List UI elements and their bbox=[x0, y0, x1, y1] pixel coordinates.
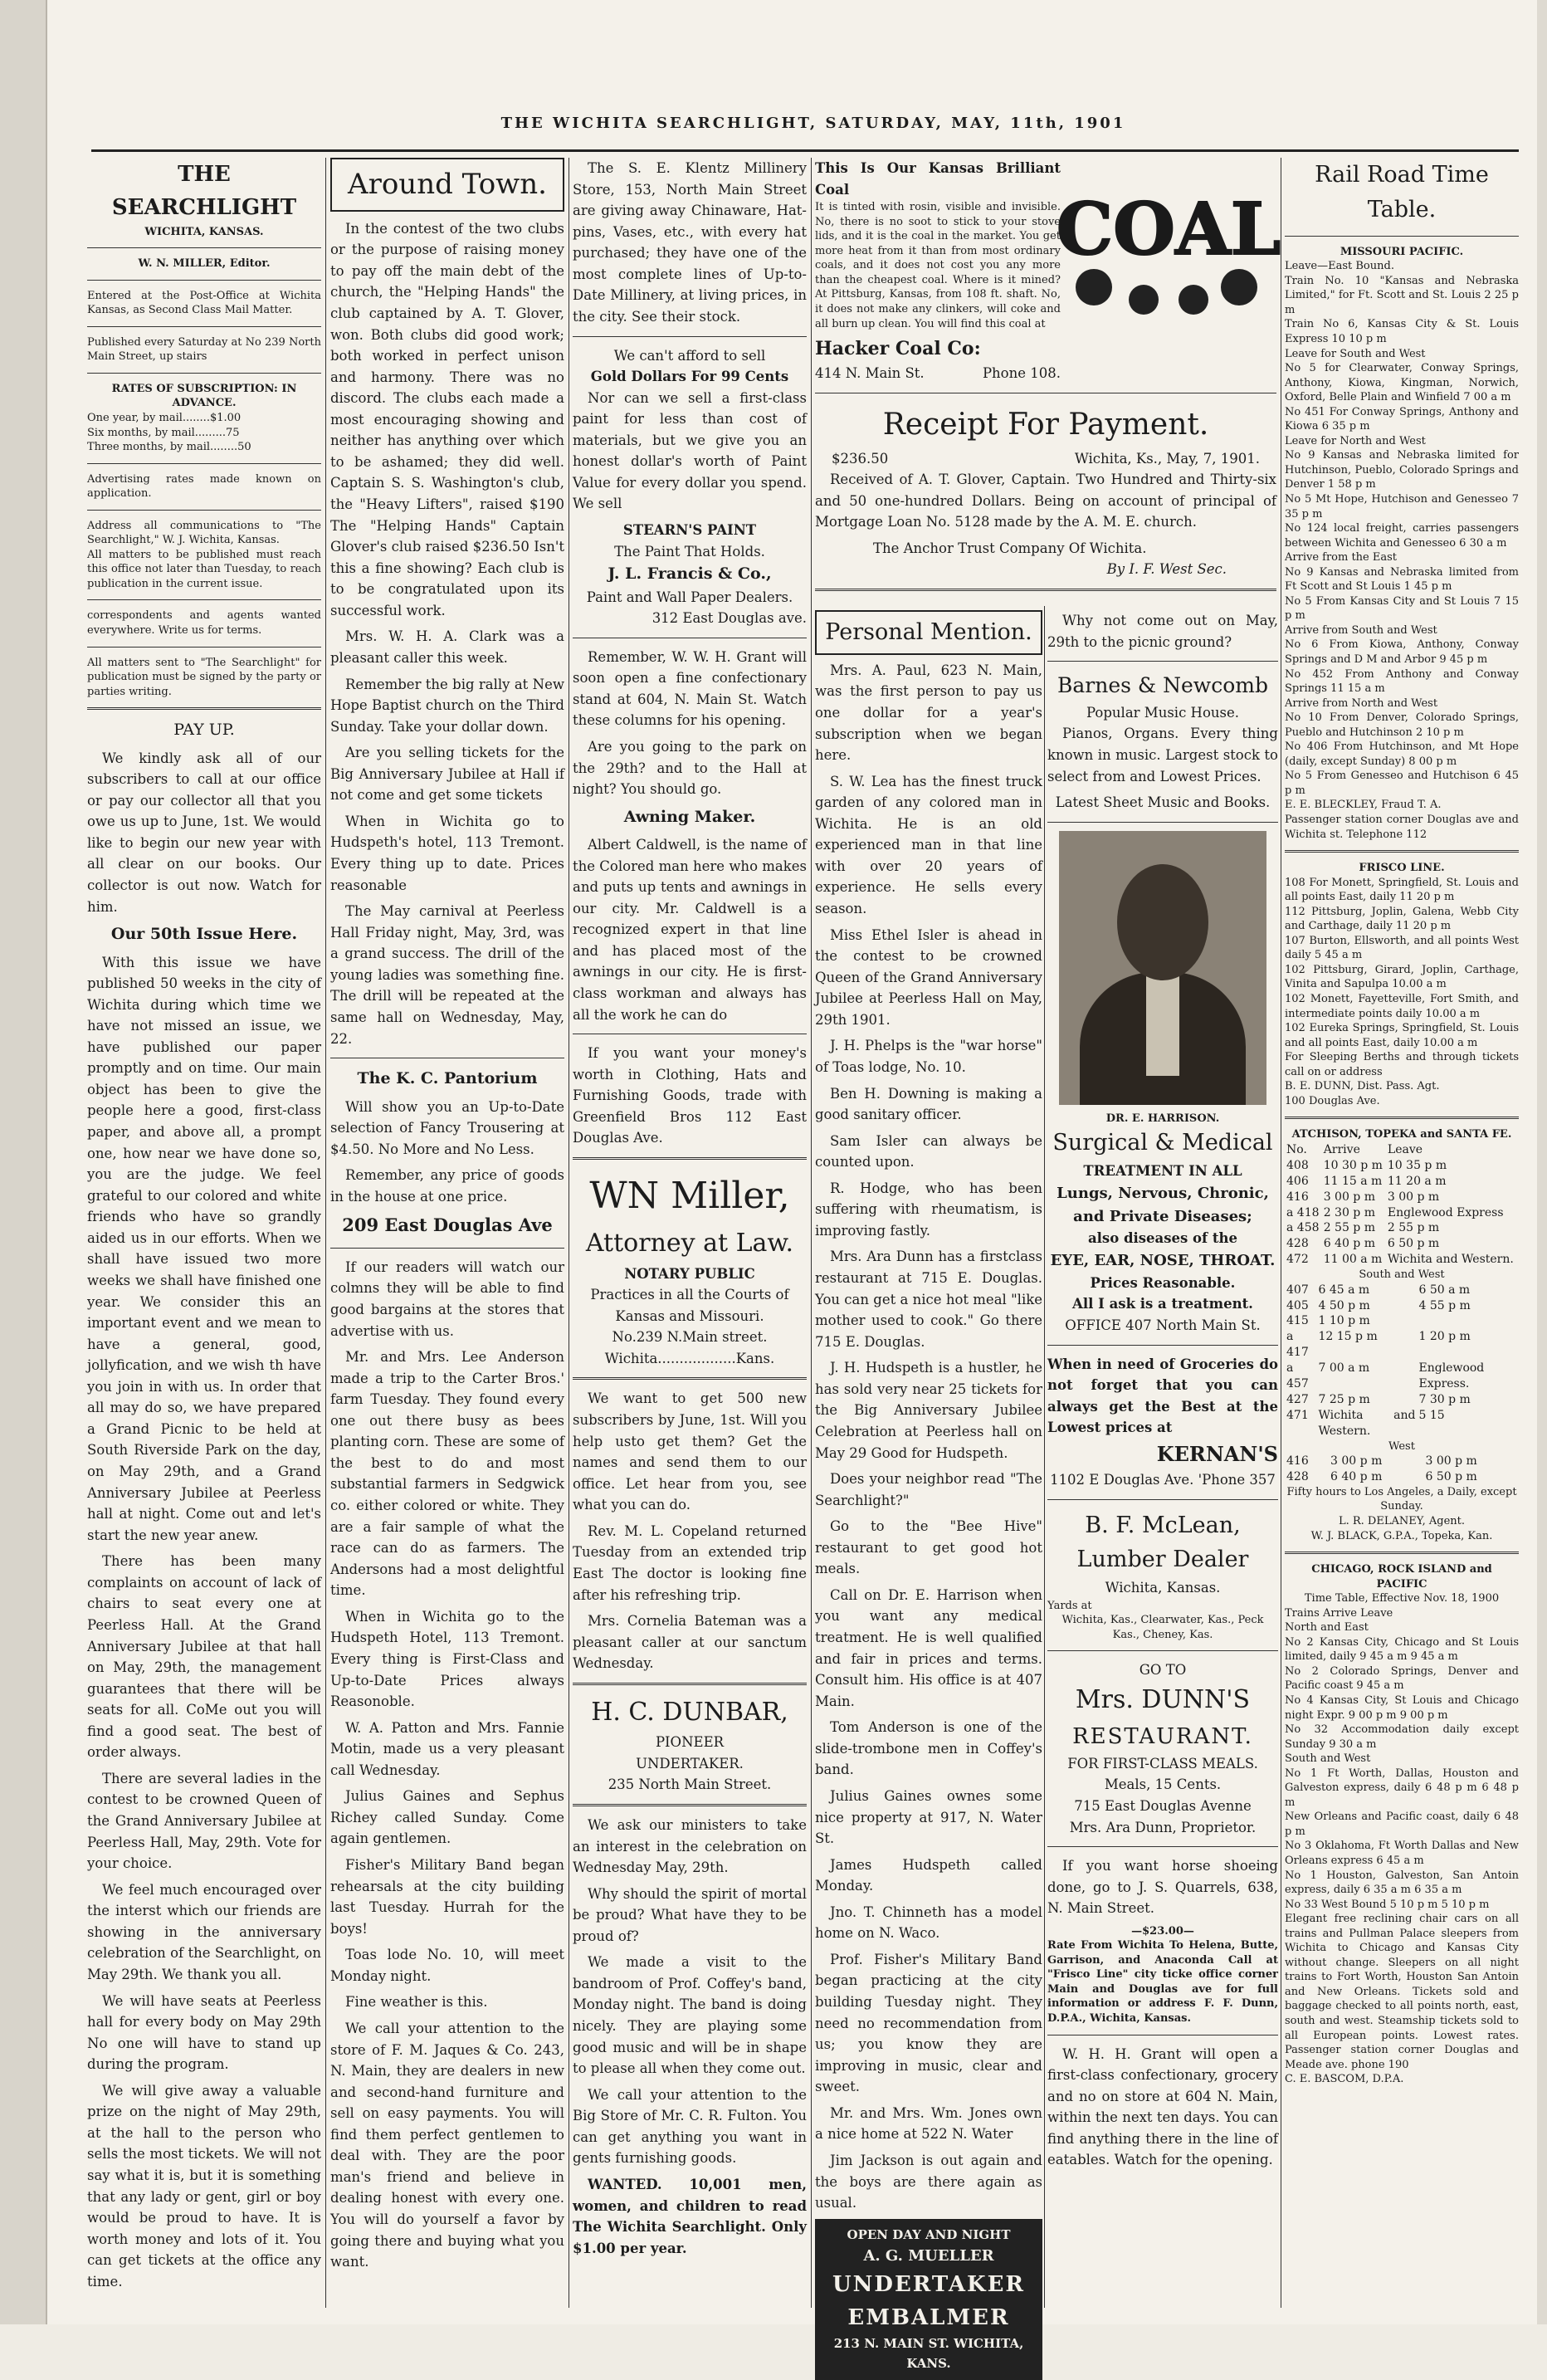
schedule-row: No 406 From Hutchinson, and Mt Hope (daily, except Sunday) 8 00 p m bbox=[1285, 740, 1519, 768]
schedule-row: 112 Pittsburg, Joplin, Galena, Webb City and Carthage, daily 11 20 p m bbox=[1285, 905, 1519, 933]
column-1 bbox=[87, 158, 321, 2308]
crip-sub: Time Table, Effective Nov. 18, 1900 bbox=[1304, 1592, 1500, 1605]
schedule-row: No 1 Houston, Galveston, San Antoin express, daily 6 35 a m 6 35 a m bbox=[1285, 1869, 1519, 1897]
table-cell: 11 00 a m bbox=[1323, 1253, 1383, 1267]
personal-item: J. H. Phelps is the "war horse" of Toas lodge, No. 10. bbox=[815, 1038, 1042, 1075]
table-row bbox=[1285, 1236, 1519, 1252]
schedule-row: No 9 Kansas and Nebraska limited for Hutchinson, Pueblo, Colorado Springs and Denver 1 58 p m bbox=[1285, 449, 1519, 491]
table-cell: a 458 bbox=[1286, 1221, 1320, 1235]
table-cell: 3 00 p m bbox=[1425, 1454, 1477, 1469]
article-text: When in Wichita go to Hudspeth's hotel, 113 Tremont. Every thing up to date. Prices reasonable bbox=[330, 813, 564, 893]
personal-item: Prof. Fisher's Military Band began practicing at the city building Tuesday night. They need no recommendation from us; you know they are improving in music, clear and sweet. bbox=[815, 1951, 1042, 2095]
paint-ad-head: Gold Dollars For 99 Cents bbox=[590, 369, 789, 385]
schedule-row: No 2 Kansas City, Chicago and St Louis limited, daily 9 45 a m 9 45 a m bbox=[1285, 1635, 1519, 1664]
restaurant-line: Mrs. Ara Dunn, Proprietor. bbox=[1069, 1819, 1257, 1835]
table-cell: 1 10 p m bbox=[1318, 1314, 1370, 1328]
schedule-row: 102 Eureka Springs, Springfield, St. Louis and all points East, daily 10.00 a m bbox=[1285, 1022, 1519, 1049]
schedule-row: No 2 Colorado Springs, Denver and Pacific coast 9 45 a m bbox=[1285, 1664, 1519, 1693]
restaurant-title: RESTAURANT. bbox=[1072, 1723, 1253, 1749]
article-text: Remember the big rally at New Hope Baptist church on the Third Sunday. Take your dollar down. bbox=[330, 676, 564, 735]
coal-text: It is tinted with rosin, visible and invisible. No, there is no soot to stick to your stove lids, and it is the coal in the market. You get more heat from it than from most ordinary coals, and it does not cost you any more than the cheapest coal. Where is it mined? At Pittsburg, Kansas, from 108 ft. shaft. No, it does not make any clinkers, will coke and all burn up clean. You will find this coal at bbox=[815, 201, 1061, 330]
schedule-row: Arrive from North and West bbox=[1285, 696, 1438, 710]
doctor-line: TREATMENT IN ALL bbox=[1083, 1163, 1242, 1180]
music-books: Latest Sheet Music and Books. bbox=[1055, 794, 1271, 811]
article-text: The May carnival at Peerless Hall Friday night, May, 3rd, was a grand success. The drill of the young ladies was something fine. The drill will be repeated at the same hall on Wednesday, May, 22. bbox=[330, 903, 564, 1047]
article-text: We kindly ask all of our subscribers to call at our office or pay our collector all that you owe us up to June, 1st. We would like to begin our new year with all clear on our books. Our collector is out now. Watch for him. bbox=[87, 750, 321, 915]
table-cell: 416 bbox=[1286, 1190, 1309, 1204]
paint-dealer: J. L. Francis & Co., bbox=[608, 564, 772, 584]
schedule-row: For Sleeping Berths and through tickets call on or address bbox=[1285, 1051, 1519, 1078]
lumber-yards: Yards at bbox=[1047, 1599, 1092, 1612]
article-text: If you want horse shoeing done, go to J. S. Quarrels, 638, N. Main Street. bbox=[1047, 1858, 1278, 1917]
frisco-head: FRISCO LINE. bbox=[1359, 862, 1445, 875]
table-cell: 2 30 p m bbox=[1323, 1205, 1375, 1219]
schedule-row: No 9 Kansas and Nebraska limited from Ft Scott and St Louis 1 45 p m bbox=[1285, 565, 1519, 594]
schedule-row: 108 For Monett, Springfield, St. Louis and all points East, daily 11 20 p m bbox=[1285, 876, 1519, 904]
table-row bbox=[1285, 1392, 1519, 1408]
column-rule bbox=[325, 158, 326, 2308]
schedule-row: Arrive from South and West bbox=[1285, 623, 1437, 637]
table-row bbox=[1285, 1205, 1519, 1221]
ut-undertaker: UNDERTAKER bbox=[832, 2271, 1026, 2297]
receipt-company: The Anchor Trust Company Of Wichita. bbox=[873, 540, 1147, 556]
table-cell: 12 15 p m bbox=[1318, 1330, 1378, 1344]
mp-schedule bbox=[1285, 259, 1519, 842]
awning-head: Awning Maker. bbox=[623, 807, 756, 826]
rate-row: Six months, by mail.........75 bbox=[87, 426, 240, 439]
atsf-southwest: South and West bbox=[1359, 1268, 1445, 1282]
article-text: Albert Caldwell, is the name of the Colored man here who makes and puts up tents and awnings in our city. Mr. Caldwell is a recognized expert in that line and has placed most of the awnings in our city. He is first-class workman and always has all the work he can do bbox=[573, 837, 807, 1023]
masthead-rule bbox=[91, 149, 1519, 152]
article-text: Rev. M. L. Copeland returned Tuesday from an extended trip East The doctor is looking fine after his refreshing trip. bbox=[573, 1522, 807, 1603]
pantorium-address: 209 East Douglas Ave bbox=[342, 1214, 553, 1236]
doctor-name: DR. E. HARRISON. bbox=[1105, 1112, 1220, 1125]
coal-art-text: COAL bbox=[1056, 188, 1281, 271]
schedule-row: Train No 6, Kansas City & St. Louis Express 10 10 p m bbox=[1285, 318, 1519, 345]
schedule-row: No 124 local freight, carries passengers between Wichita and Genesseo 6 30 a m bbox=[1285, 522, 1519, 550]
table-cell: Englewood Express. bbox=[1418, 1361, 1485, 1390]
article-text: In the contest of the two clubs or the purpose of raising money to pay off the main debt of the church, the "Helping Hands" the club captained by A. T. Glover, won. Both clubs did good work; both worked in perfect unison and harmony. There was no discord. The clubs each made a most encouraging showing and neither has anything over which to be ashamed; they did well. Captain S. S. Washington's club, the "Heavy Lifters", raised $190 The "Helping Hands" Captain Glover's club raised $236.50 Isn't this a fine showing? Each club is to be congratulated upon its successful work. bbox=[330, 220, 564, 618]
column-rule bbox=[811, 158, 812, 2308]
schedule-row: No 5 Mt Hope, Hutchison and Genesseo 7 35 p m bbox=[1285, 492, 1519, 520]
column-5 bbox=[1047, 610, 1278, 2308]
article-text: We will give away a valuable prize on the night of May 29th, at the hall to the person who sells the most tickets. We will not say what it is, but it is something that any lady or gent, girl or boy would be proud to have. It is worth money and lots of it. You can get tickets at the office any time. bbox=[87, 2082, 321, 2290]
table-cell: Wichita and Western. bbox=[1387, 1253, 1514, 1267]
table-cell: 408 bbox=[1286, 1158, 1309, 1172]
article-text: There has been many complaints on account of lack of chairs to seat every one at Peerless Hall. At the Grand Anniversary Jubilee at that hall on May, 29th, the management guarantees that there will be seats for all. CoMe out you will find a good seat. The best of order always. bbox=[87, 1553, 321, 1761]
article-text: Why not come out on May, 29th to the picnic ground? bbox=[1047, 613, 1278, 650]
schedule-row: No 5 From Kansas City and St Louis 7 15 p m bbox=[1285, 594, 1519, 623]
dunbar-address: 235 North Main Street. bbox=[608, 1776, 772, 1793]
table-cell: Wichita and Western. bbox=[1318, 1408, 1416, 1438]
table-cell: 2 55 p m bbox=[1323, 1221, 1375, 1235]
schedule-row: No 5 for Clearwater, Conway Springs, Anthony, Kiowa, Kingman, Norwich, Oxford, Belle Plain and Winfield 7 00 a m bbox=[1285, 362, 1519, 404]
personal-item: Go to the "Bee Hive" restaurant to get good hot meals. bbox=[815, 1518, 1042, 1577]
paint-slogan: The Paint That Holds. bbox=[614, 543, 765, 560]
receipt-text: Received of A. T. Glover, Captain. Two Hundred and Thirty-six and 50 one-hundred Dollars. Being on account of principal of Mortgage Loan No. 5128 made by the A. M. E. church. bbox=[815, 472, 1276, 530]
signed-notice: All matters sent to "The Searchlight" for publication must be signed by the party or parties writing. bbox=[87, 656, 321, 698]
article-text: We want to get 500 new subscribers by June, 1st. Will you help usto get them? Get the names and send them to our office. Let hear from you, see what you can do. bbox=[573, 1390, 807, 1513]
table-row bbox=[1285, 1313, 1519, 1329]
schedule-row: 107 Burton, Ellsworth, and all points West daily 5 45 a m bbox=[1285, 934, 1519, 962]
music-head: Barnes & Newcomb bbox=[1057, 673, 1268, 698]
article-text: Are you going to the park on the 29th? and to the Hall at night? You should go. bbox=[573, 738, 807, 798]
article-text: If you want your money's worth in Clothing, Hats and Furnishing Goods, trade with Greenfield Bros 112 East Douglas Ave. bbox=[573, 1045, 807, 1146]
page-edge-right bbox=[1537, 0, 1547, 2324]
ad-text: Remember, any price of goods in the house at one price. bbox=[330, 1167, 564, 1205]
restaurant-name: Mrs. DUNN'S bbox=[1075, 1685, 1251, 1715]
ut-name: A. G. MUELLER bbox=[863, 2246, 994, 2265]
doctor-line: Lungs, Nervous, Chronic, and Private Diseases; bbox=[1057, 1184, 1269, 1225]
article-text: With this issue we have published 50 weeks in the city of Wichita during which time we have not missed an issue, we have published our paper promptly and on time. Our main object has been to give the people here a good, first-class paper, and above all, a prompt one, how near we have done so, you are the judge. We feel grateful to our colored and white friends who have so grandly aided us in our efforts. When we shall have issued two more weeks we shall have finished one year. We consider this an important event and we mean to have a general, good, jollyfication, and we wish th have you join in with us. In order that all may do so, we have prepared a Grand Picnic to be held at South Riverside Park on the day, on May 29th, and a Grand Anniversary Jubilee at Peerless hall at night. Come out and let's start the new year anew. bbox=[87, 954, 321, 1543]
schedule-row: South and West bbox=[1285, 1752, 1371, 1766]
railroad-head: Rail Road Time Table. bbox=[1315, 162, 1489, 222]
table-cell: 415 bbox=[1286, 1314, 1309, 1328]
rate-row: Three months, by mail........50 bbox=[87, 441, 251, 454]
article-text: When in Wichita go to the Hudspeth Hotel, 113 Tremont. Every thing is First-Class and Up-to-Date Prices always Reasonoble. bbox=[330, 1608, 564, 1710]
schedule-row: No 4 Kansas City, St Louis and Chicago night Expr. 9 00 p m 9 00 p m bbox=[1285, 1693, 1519, 1722]
attorney-courts: Practices in all the Courts of Kansas and Missouri. bbox=[590, 1287, 789, 1324]
masthead: THE WICHITA SEARCHLIGHT, SATURDAY, MAY, 11th, 1901 bbox=[500, 115, 1126, 132]
schedule-row: E. E. BLECKLEY, Fraud T. A. bbox=[1285, 799, 1442, 812]
table-cell: 416 bbox=[1286, 1454, 1309, 1469]
column-6 bbox=[1285, 158, 1519, 2308]
table-cell: 6 50 a m bbox=[1418, 1283, 1471, 1297]
table-row bbox=[1285, 1174, 1519, 1190]
personal-item: Jim Jackson is out again and the boys are there again as usual. bbox=[815, 2152, 1042, 2211]
table-row bbox=[1285, 1298, 1519, 1314]
table-cell: 472 bbox=[1286, 1253, 1309, 1267]
column-2 bbox=[330, 158, 564, 2308]
ut-open: OPEN DAY AND NIGHT bbox=[847, 2226, 1011, 2242]
rate-head: —$23.00— bbox=[1131, 1924, 1194, 1938]
personal-item: Mr. and Mrs. Wm. Jones own a nice home at 522 N. Water bbox=[815, 2104, 1042, 2143]
personal-item: S. W. Lea has the finest truck garden of any colored man in Wichita. He is an old experienced man in that line with over 20 years of experience. He sells every season. bbox=[815, 773, 1042, 917]
schedule-row: New Orleans and Pacific coast, daily 6 48 p m bbox=[1285, 1811, 1519, 1838]
page-edge-left bbox=[0, 0, 47, 2324]
atsf-table-2 bbox=[1285, 1283, 1519, 1439]
coal-head: This Is Our Kansas Brilliant Coal bbox=[815, 160, 1061, 198]
restaurant-line: Meals, 15 Cents. bbox=[1104, 1776, 1222, 1793]
table-cell: 4 55 p m bbox=[1418, 1298, 1471, 1312]
doctor-line: Prices Reasonable. bbox=[1090, 1274, 1236, 1291]
paper-title: THE SEARCHLIGHT bbox=[111, 162, 297, 221]
atsf-footer: Fifty hours to Los Angeles, a Daily, except Sunday. bbox=[1286, 1485, 1517, 1513]
personal-item: Miss Ethel Isler is ahead in the contest to be crowned Queen of the Grand Anniversary Jubilee at Peerless Hall on May, 29th 1901. bbox=[815, 926, 1042, 1028]
schedule-row: No 32 Accommodation daily except Sunday 9 30 a m bbox=[1285, 1723, 1519, 1751]
schedule-row: Trains Arrive Leave bbox=[1285, 1606, 1393, 1620]
personal-item: Mrs. Ara Dunn has a firstclass restaurant at 715 E. Douglas. You can get a nice hot meal "like mother used to cook." Go there 715 E. Douglas. bbox=[815, 1249, 1042, 1350]
schedule-row: No 452 From Anthony and Conway Springs 11 15 a m bbox=[1285, 667, 1519, 696]
atsf-head: ATCHISON, TOPEKA and SANTA FE. bbox=[1291, 1128, 1512, 1141]
atsf-column-header: Arrive bbox=[1323, 1142, 1360, 1156]
personal-item: Does your neighbor read "The Searchlight?" bbox=[815, 1471, 1042, 1508]
coal-company: Hacker Coal Co: bbox=[815, 338, 981, 360]
table-cell: 406 bbox=[1286, 1174, 1309, 1188]
personal-item: Ben H. Downing is making a good sanitary officer. bbox=[815, 1085, 1042, 1123]
paint-ad-line: We can't afford to sell bbox=[613, 347, 766, 364]
schedule-row: 100 Douglas Ave. bbox=[1285, 1094, 1380, 1107]
dunbar-name: H. C. DUNBAR, bbox=[591, 1697, 788, 1727]
article-text: Julius Gaines and Sephus Richey called Sunday. Come again gentlemen. bbox=[330, 1788, 564, 1847]
column-4 bbox=[815, 610, 1042, 2371]
paper-place: WICHITA, KANSAS. bbox=[144, 225, 264, 238]
music-sub: Popular Music House. bbox=[1086, 704, 1239, 721]
table-cell: 10 35 p m bbox=[1387, 1158, 1447, 1172]
doctor-office: OFFICE 407 North Main St. bbox=[1065, 1317, 1261, 1333]
table-row bbox=[1285, 1158, 1519, 1174]
schedule-row: Arrive from the East bbox=[1285, 551, 1398, 564]
around-town-head: Around Town. bbox=[330, 158, 564, 212]
article-text: Mrs. Cornelia Bateman was a pleasant caller at our sanctum Wednesday. bbox=[573, 1613, 807, 1672]
schedule-row: 102 Monett, Fayetteville, Fort Smith, and intermediate points daily 10.00 a m bbox=[1285, 993, 1519, 1020]
lumber-locations: Wichita, Kas., Clearwater, Kas., Peck Kas., Cheney, Kas. bbox=[1061, 1614, 1264, 1641]
personal-mention-head: Personal Mention. bbox=[815, 610, 1042, 655]
paint-brand: STEARN'S PAINT bbox=[622, 522, 757, 538]
table-cell: 11 20 a m bbox=[1387, 1174, 1447, 1188]
atsf-footer: W. J. BLACK, G.P.A., Topeka, Kan. bbox=[1310, 1529, 1493, 1542]
attorney-name: WN Miller, bbox=[589, 1174, 790, 1217]
table-cell: 427 bbox=[1286, 1392, 1309, 1406]
schedule-row: C. E. BASCOM, D.P.A. bbox=[1285, 2073, 1404, 2086]
schedule-row: Passenger station corner Douglas ave and Wichita st. Telephone 112 bbox=[1285, 814, 1519, 841]
schedule-row: B. E. DUNN, Dist. Pass. Agt. bbox=[1285, 1080, 1440, 1093]
atsf-footer: L. R. DELANEY, Agent. bbox=[1338, 1514, 1466, 1527]
schedule-row: Elegant free reclining chair cars on all trains and Pullman Palace sleepers from Wichita to Chicago and Kansas City without change. Sleepers on all night trains to Fort Worth, Houston San Antoin and New Orleans. Tickets sold and baggage checked to all points north, east, south and west. Steamship tickets sold to all European points. Lowest rates. Passenger station corner Douglas and Meade ave. phone 190 bbox=[1285, 1913, 1519, 2071]
article-text: We made a visit to the bandroom of Prof. Coffey's band, Monday night. The band is doing nicely. They are playing some good music and will be in shape to please all when they come out. bbox=[573, 1954, 807, 2077]
article-text: Are you selling tickets for the Big Anniversary Jubilee at Hall if not come and get some tickets bbox=[330, 745, 564, 804]
table-cell: 1 20 p m bbox=[1418, 1330, 1471, 1344]
paint-address: 312 East Douglas ave. bbox=[651, 610, 807, 627]
atsf-table bbox=[1285, 1142, 1519, 1268]
ad-text: Will show you an Up-to-Date selection of Fancy Trousering at $4.50. No More and No Less. bbox=[330, 1098, 564, 1157]
table-cell: 3 00 p m bbox=[1387, 1190, 1440, 1204]
article-text: Toas lode No. 10, will meet Monday night. bbox=[330, 1947, 564, 1984]
article-text: Mr. and Mrs. Lee Anderson made a trip to the Carter Bros.' farm Tuesday. They found every one out there busy as bees planting corn. These are some of the best to do and most substantial farmers in Sedgwick co. either colored or white. They are a fair sample of what the race can do as farmers. The Andersons had a most delightful time. bbox=[330, 1349, 564, 1599]
lumber-name: B. F. McLean, bbox=[1085, 1512, 1241, 1538]
coal-illustration bbox=[1056, 163, 1281, 320]
lumber-title: Lumber Dealer bbox=[1076, 1547, 1249, 1573]
schedule-row: No 3 Oklahoma, Ft Worth Dallas and New Orleans express 6 45 a m bbox=[1285, 1840, 1519, 1867]
table-cell: 6 50 p m bbox=[1387, 1237, 1440, 1251]
table-row bbox=[1285, 1454, 1519, 1469]
table-row bbox=[1285, 1469, 1519, 1485]
advertising-notice: Advertising rates made known on application. bbox=[87, 472, 321, 501]
millinery-text: The S. E. Klentz Millinery Store, 153, North Main Street are giving away Chinaware, Hat-pins, Vases, etc., with every hat purchased; they have one of the most complete lines of Up-to-Date Millinery, at living prices, in the city. See their stock. bbox=[573, 160, 807, 325]
table-cell: 407 bbox=[1286, 1283, 1309, 1297]
table-row bbox=[1285, 1361, 1519, 1392]
table-cell: 471 bbox=[1286, 1408, 1309, 1422]
article-text: There are several ladies in the contest to be crowned Queen of the Grand Anniversary Jubilee at Peerless Hall, May, 29th. Vote for your choice. bbox=[87, 1770, 321, 1872]
schedule-row: North and East bbox=[1285, 1621, 1369, 1635]
personal-item: Mrs. A. Paul, 623 N. Main, was the first person to pay us one dollar for a year's subscription when we began here. bbox=[815, 662, 1042, 764]
personal-item: Jno. T. Chinneth has a model home on N. Waco. bbox=[815, 1904, 1042, 1942]
rate-text: Rate From Wichita To Helena, Butte, Garrison, and Anaconda Call at "Frisco Line" city ticke office corner Main and Douglas ave for full information or address F. F. Dunn, D.P.A., Wichita, Kansas. bbox=[1047, 1939, 1278, 2026]
atsf-west: West bbox=[1388, 1439, 1415, 1453]
receipt-date: Wichita, Ks., May, 7, 1901. bbox=[1074, 450, 1260, 467]
personal-item: Tom Anderson is one of the slide-trombone men in Coffey's band. bbox=[815, 1719, 1042, 1778]
attorney-title: Attorney at Law. bbox=[585, 1229, 794, 1258]
editor: W. N. MILLER, Editor. bbox=[138, 257, 271, 271]
table-cell: 2 55 p m bbox=[1387, 1221, 1440, 1235]
doctor-head: Surgical & Medical bbox=[1052, 1130, 1273, 1156]
personal-item: Call on Dr. E. Harrison when you want any medical treatment. He is well qualified and fair in prices and terms. Consult him. His office is at 407 Main. bbox=[815, 1586, 1042, 1709]
payup-head: PAY UP. bbox=[173, 721, 235, 740]
receipt-signature: By I. F. West Sec. bbox=[1106, 561, 1227, 578]
schedule-row: 102 Pittsburg, Girard, Joplin, Carthage, Vinita and Sapulpa 10.00 a m bbox=[1285, 963, 1519, 991]
personal-item: Sam Isler can always be counted upon. bbox=[815, 1132, 1042, 1170]
coal-address: 414 N. Main St. bbox=[815, 365, 925, 382]
personal-item: James Hudspeth called Monday. bbox=[815, 1856, 1042, 1894]
schedule-row: Leave for South and West bbox=[1285, 347, 1426, 360]
dunbar-undertaker: UNDERTAKER. bbox=[636, 1755, 744, 1772]
article-text: Remember, W. W. H. Grant will soon open a fine confectionary stand at 604, N. Main St. Watch these columns for his opening. bbox=[573, 648, 807, 729]
dunbar-pioneer: PIONEER bbox=[655, 1734, 725, 1751]
table-cell: a 457 bbox=[1286, 1361, 1309, 1390]
table-cell: 428 bbox=[1286, 1469, 1309, 1483]
doctor-line: also diseases of the bbox=[1087, 1230, 1238, 1247]
table-row bbox=[1285, 1220, 1519, 1236]
table-cell: 7 25 p m bbox=[1318, 1392, 1370, 1406]
article-text: Fine weather is this. bbox=[345, 1994, 488, 2011]
schedule-row: No 10 From Denver, Colorado Springs, Pueblo and Hutchinson 2 10 p m bbox=[1285, 711, 1519, 739]
article-text: W. H. H. Grant will open a first-class confectionary, grocery and no on store at 604 N. Main, within the next ten days. You can find anything there in the line of eatables. Watch for the opening. bbox=[1047, 2045, 1278, 2168]
paint-ad-text: Nor can we sell a first-class paint for less than cost of materials, but we give you an honest dollar's worth of Paint Value for every dollar you spend. We sell bbox=[573, 389, 807, 512]
frisco-schedule bbox=[1285, 876, 1519, 1109]
doctor-portrait bbox=[1059, 831, 1266, 1105]
crip-head: CHICAGO, ROCK ISLAND and PACIFIC bbox=[1311, 1563, 1492, 1591]
pantorium-head: The K. C. Pantorium bbox=[357, 1069, 538, 1088]
schedule-row: Leave—East Bound. bbox=[1285, 260, 1394, 273]
table-cell: 405 bbox=[1286, 1298, 1309, 1312]
entered-notice: Entered at the Post-Office at Wichita Kansas, as Second Class Mail Matter. bbox=[87, 289, 321, 317]
attorney-address: No.239 N.Main street. bbox=[612, 1329, 768, 1346]
table-row bbox=[1285, 1408, 1519, 1439]
atsf-column-header: Leave bbox=[1387, 1142, 1423, 1156]
table-cell bbox=[1418, 1313, 1520, 1329]
ut-embalmer: EMBALMER bbox=[847, 2305, 1010, 2331]
schedule-row: Leave for North and West bbox=[1285, 434, 1426, 447]
receipt-head: Receipt For Payment. bbox=[882, 407, 1209, 442]
article-text: We call your attention to the store of F. M. Jaques & Co. 243, N. Main, they are dealers in new and second-hand furniture and sell on easy payments. You will find them perfect gentlemen to deal with. They are the poor man's friend and believe in dealing honest with every one. You will do yourself a favor by going there and buying what you want. bbox=[330, 2020, 564, 2270]
article-text: We feel much encouraged over the interst which our friends are showing in the anniversary celebration of the Searchlight, on May 29th. We thank you all. bbox=[87, 1881, 321, 1982]
lumber-city: Wichita, Kansas. bbox=[1105, 1580, 1221, 1596]
schedule-row: No 33 West Bound 5 10 p m 5 10 p m bbox=[1285, 1898, 1490, 1911]
personal-item: R. Hodge, who has been suffering with rheumatism, is improving fastly. bbox=[815, 1180, 1042, 1239]
schedule-row: Train No. 10 "Kansas and Nebraska Limited," for Ft. Scott and St. Louis 2 25 p m bbox=[1285, 274, 1519, 316]
table-cell: 428 bbox=[1286, 1237, 1309, 1251]
rate-row: One year, by mail........$1.00 bbox=[87, 411, 242, 424]
table-cell: 7 00 a m bbox=[1318, 1361, 1370, 1376]
restaurant-goto: GO TO bbox=[1139, 1662, 1187, 1679]
personal-item: J. H. Hudspeth is a hustler, he has sold very near 25 tickets for the Big Anniversary Jubilee Celebration at Peerless hall on May 29 Good for Hudspeth. bbox=[815, 1360, 1042, 1461]
article-text: Mrs. W. H. A. Clark was a pleasant caller this week. bbox=[330, 628, 564, 666]
table-cell: 5 15 bbox=[1418, 1408, 1445, 1422]
table-cell: a 418 bbox=[1286, 1205, 1320, 1219]
coal-phone: Phone 108. bbox=[982, 365, 1061, 382]
article-text: Fisher's Military Band began rehearsals at the city building last Tuesday. Hurrah for the boys! bbox=[330, 1857, 564, 1937]
address-notice: Address all communications to "The Searchlight," W. J. Wichita, Kansas. bbox=[87, 519, 321, 547]
restaurant-line: 715 East Douglas Avenne bbox=[1074, 1797, 1252, 1814]
receipt-amount: $236.50 bbox=[832, 450, 889, 467]
article-text: We call your attention to the Big Store of Mr. C. R. Fulton. You can get anything you want in gents furnishing goods. bbox=[573, 2086, 807, 2167]
table-cell: 7 30 p m bbox=[1418, 1392, 1471, 1406]
table-row bbox=[1285, 1283, 1519, 1298]
notary: NOTARY PUBLIC bbox=[624, 1265, 755, 1282]
published-notice: Published every Saturday at No 239 North Main Street, up stairs bbox=[87, 335, 321, 364]
table-row bbox=[1285, 1329, 1519, 1361]
table-cell: a 417 bbox=[1286, 1330, 1309, 1360]
article-text: If our readers will watch our colmns they will be able to find good bargains at the stores that advertise with us. bbox=[330, 1258, 564, 1339]
music-text: Pianos, Organs. Every thing known in music. Largest stock to select from and Lowest Prices. bbox=[1047, 726, 1278, 784]
restaurant-line: FOR FIRST-CLASS MEALS. bbox=[1067, 1755, 1258, 1772]
table-cell: 6 40 p m bbox=[1323, 1237, 1375, 1251]
article-text: Why should the spirit of mortal be proud? What have they to be proud of? bbox=[573, 1885, 807, 1944]
issue-head: Our 50th Issue Here. bbox=[110, 925, 298, 944]
paint-dealer-type: Paint and Wall Paper Dealers. bbox=[586, 589, 793, 605]
grocery-address: 1102 E Douglas Ave. 'Phone 357 bbox=[1050, 1472, 1276, 1488]
table-row bbox=[1285, 1190, 1519, 1205]
schedule-row: No 6 From Kiowa, Anthony, Conway Springs and D M and Arbor 9 45 p m bbox=[1285, 638, 1519, 666]
crip-schedule bbox=[1285, 1606, 1519, 2087]
personal-item: Julius Gaines ownes some nice property at 917, N. Water St. bbox=[815, 1787, 1042, 1847]
ut-address: 213 N. MAIN ST. WICHITA, KANS. bbox=[833, 2336, 1024, 2371]
coal-receipt-block bbox=[815, 158, 1281, 606]
table-cell: 3 00 p m bbox=[1330, 1454, 1383, 1469]
column-3 bbox=[573, 158, 807, 2308]
table-cell: 3 00 p m bbox=[1323, 1190, 1375, 1204]
table-cell: 6 40 p m bbox=[1330, 1469, 1383, 1483]
article-text: W. A. Patton and Mrs. Fannie Motin, made us a very pleasant call Wednesday. bbox=[330, 1719, 564, 1778]
table-row bbox=[1285, 1252, 1519, 1268]
table-cell: 11 15 a m bbox=[1323, 1174, 1383, 1188]
table-cell: 6 50 p m bbox=[1425, 1469, 1477, 1483]
grocery-text: When in need of Groceries do not forget that you can always get the Best at the Lowest prices at bbox=[1047, 1356, 1278, 1436]
table-cell: 10 30 p m bbox=[1323, 1158, 1383, 1172]
article-text: We will have seats at Peerless hall for every body on May 29th No one will have to stand up during the program. bbox=[87, 1992, 321, 2073]
schedule-row: No 451 For Conway Springs, Anthony and Kiowa 6 35 p m bbox=[1285, 405, 1519, 433]
mueller-undertaker-ad bbox=[815, 2219, 1042, 2380]
article-text: We ask our ministers to take an interest in the celebration on Wednesday May, 29th. bbox=[573, 1816, 807, 1876]
doctor-line: All I ask is a treatment. bbox=[1072, 1296, 1253, 1312]
schedule-row: No 5 From Genesseo and Hutchison 6 45 p m bbox=[1285, 770, 1519, 797]
schedule-row: No 1 Ft Worth, Dallas, Houston and Galveston express, daily 6 48 p m 6 48 p m bbox=[1285, 1767, 1519, 1809]
matters-notice: All matters to be published must reach this office not later than Tuesday, to reach publication in the current issue. bbox=[87, 548, 321, 590]
doctor-line: EYE, EAR, NOSE, THROAT. bbox=[1050, 1251, 1276, 1269]
attorney-city: Wichita..................Kans. bbox=[604, 1350, 775, 1366]
column-rule bbox=[1044, 606, 1045, 2308]
table-cell: 4 50 p m bbox=[1318, 1298, 1370, 1312]
atsf-column-header: No. bbox=[1286, 1142, 1307, 1156]
atsf-table-3 bbox=[1285, 1454, 1519, 1485]
table-cell: Englewood Express bbox=[1387, 1205, 1504, 1219]
table-cell: 6 45 a m bbox=[1318, 1283, 1370, 1297]
grocery-name: KERNAN'S bbox=[1156, 1441, 1278, 1466]
rates-head: RATES OF SUBSCRIPTION: IN ADVANCE. bbox=[111, 382, 297, 410]
correspondents-notice: correspondents and agents wanted everywhere. Write us for terms. bbox=[87, 609, 321, 637]
mp-head: MISSOURI PACIFIC. bbox=[1340, 245, 1464, 258]
wanted-text: WANTED. 10,001 men, women, and children to read The Wichita Searchlight. Only $1.00 per year. bbox=[573, 2176, 807, 2256]
